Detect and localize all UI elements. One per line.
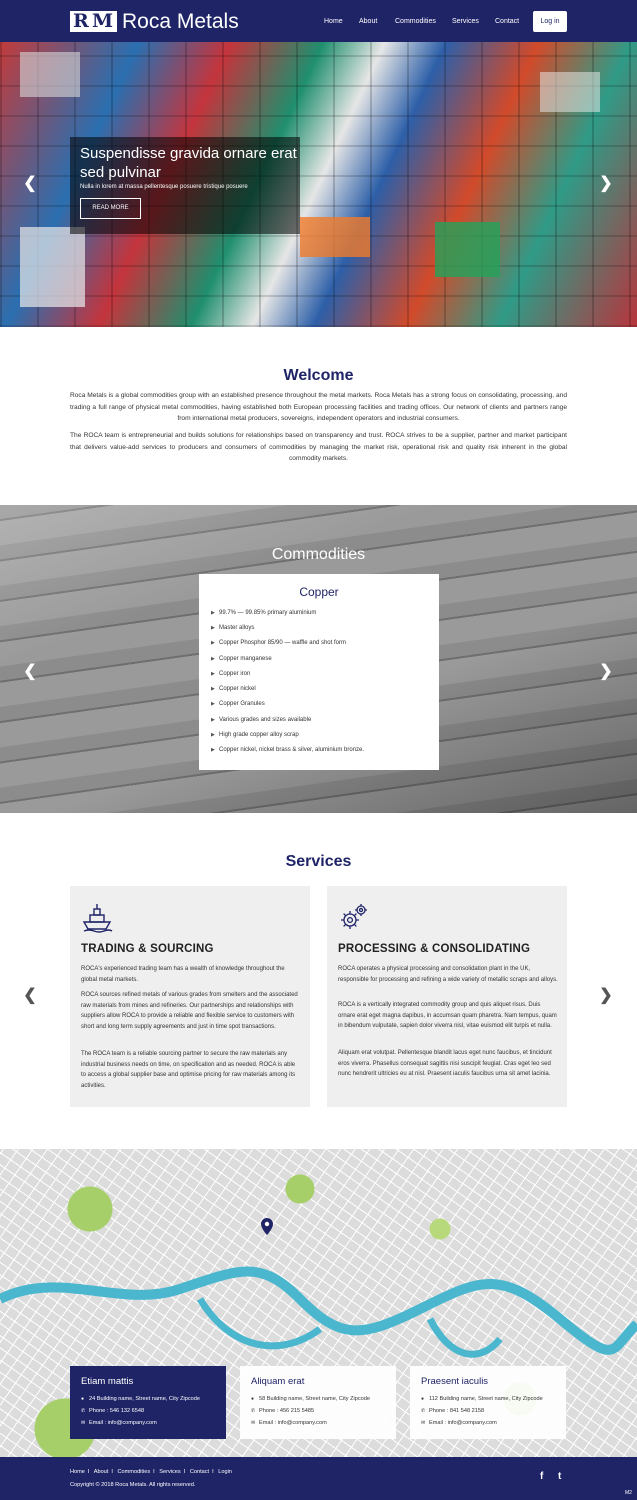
commodity-item: ▶ Copper nickel — [211, 686, 256, 692]
contact-address: ● 112 Building name, Street name, City Zipcode — [421, 1396, 543, 1402]
commodity-item: ▶ Various grades and sizes available — [211, 717, 312, 723]
login-button[interactable]: Log in — [533, 11, 567, 32]
site-footer — [0, 1457, 637, 1500]
footer-link-home[interactable]: Home — [70, 1469, 85, 1475]
bullet-icon: ▶ — [211, 747, 215, 753]
footer-link-commodities[interactable]: Commodities — [117, 1469, 151, 1475]
bullet-icon: ▶ — [211, 686, 215, 692]
contact-phone: ✆ Phone : 546 132 6548 — [81, 1408, 145, 1414]
footer-separator: I — [183, 1469, 186, 1475]
commodity-item: ▶ Copper nickel, nickel brass & silver, aluminium bronze. — [211, 747, 365, 753]
contact-email: ✉ Email : info@company.com — [81, 1420, 157, 1426]
chevron-right-icon[interactable]: ❯ — [599, 663, 613, 680]
service-paragraph: ROCA operates a physical processing and consolidation plant in the UK, responsible for processing and refining a wide variety of metallic scraps and alloys. — [338, 966, 558, 983]
service-paragraph: ROCA sources refined metals of various grades from smelters and the associated raw materials from mines and refineries. Our partnerships and relationships with suppliers allow ROCA to provide a reliable and flexible service to customers with short and long term supply agreements and just in time spot transactions. — [81, 992, 298, 1030]
chevron-right-icon[interactable]: ❯ — [599, 175, 613, 192]
commodities-slider — [0, 505, 637, 813]
contact-name: Praesent iaculis — [421, 1376, 489, 1387]
contact-name: Etiam mattis — [81, 1376, 134, 1387]
footer-link-contact[interactable]: Contact — [189, 1469, 210, 1475]
commodity-item: ▶ Copper iron — [211, 671, 251, 677]
footer-separator: I — [111, 1469, 113, 1475]
phone-icon: ✆ — [81, 1408, 86, 1414]
commodity-card-title: Copper — [299, 585, 339, 599]
location-icon: ● — [251, 1396, 255, 1402]
email-icon: ✉ — [421, 1420, 426, 1426]
welcome-paragraph-1: Roca Metals is a global commodities group with an established presence throughout the metal markets. Roca Metals has a strong focus on consolidating, processing, and trading a full range of physical metal commodities, having established both European processing facilities and trading offices. Our network of clients and partners range from international metal producers, sovereigns, independent operators and industrial consumers. — [70, 392, 567, 422]
logo-letter-r: R — [73, 10, 89, 32]
bullet-icon: ▶ — [211, 671, 215, 677]
footer-link-services[interactable]: Services — [159, 1469, 181, 1475]
bullet-icon: ▶ — [211, 717, 215, 723]
bullet-icon: ▶ — [211, 640, 215, 646]
nav-home[interactable]: Home — [324, 18, 343, 25]
nav-about[interactable]: About — [359, 18, 378, 25]
contact-address: ● 24 Building name, Street name, City Zipcode — [81, 1396, 201, 1402]
email-icon: ✉ — [81, 1420, 86, 1426]
footer-badge: M2 — [625, 1490, 632, 1496]
footer-separator: I — [212, 1469, 214, 1475]
services-title: Services — [285, 853, 352, 870]
commodities-title: Commodities — [271, 546, 366, 563]
commodity-item: ▶ High grade copper alloy scrap — [211, 732, 299, 738]
map-pin-icon[interactable] — [261, 1218, 273, 1235]
ship-icon — [81, 901, 113, 933]
contact-name: Aliquam erat — [251, 1376, 305, 1387]
location-icon: ● — [421, 1396, 425, 1402]
service-heading: PROCESSING & CONSOLIDATING — [338, 943, 531, 955]
service-paragraph: Aliquam erat volutpat. Pellentesque blandit lacus eget nunc faucibus, et tincidunt eros viverra. Phasellus consequat sagittis nisi suscipit feugiat. Cras eget leo sed nunc hendrerit ultricies eu at nisl. Praesent iaculis faucibus urna sit amet lacinia. — [338, 1050, 552, 1077]
contact-phone: ✆ Phone : 841 548 2158 — [421, 1408, 485, 1414]
facebook-icon[interactable]: f — [540, 1471, 544, 1482]
chevron-left-icon[interactable]: ❮ — [23, 987, 37, 1004]
hero-bg-container — [435, 222, 500, 277]
service-card-processing — [327, 886, 567, 1107]
service-card-trading — [70, 886, 310, 1107]
nav-contact[interactable]: Contact — [495, 18, 520, 25]
brand-name: Roca Metals — [122, 10, 239, 33]
service-paragraph: ROCA is a vertically integrated commodity group and quis aliquet risus. Duis ornare erat eget magna dapibus, in accumsan quam pharetra. Nam tempus, quam in bibendum vulputate, sapien dolor viverra nisl, vitae euismod elit turpis et nulla. — [338, 1002, 557, 1029]
contact-address: ● 58 Building name, Street name, City Zipcode — [251, 1396, 371, 1402]
footer-link-about[interactable]: About — [93, 1469, 109, 1475]
footer-separator: I — [153, 1469, 155, 1475]
commodity-item: ▶ Master alloys — [211, 625, 255, 631]
hero-bg-container — [20, 227, 85, 307]
contact-phone: ✆ Phone : 456 215 5485 — [251, 1408, 315, 1414]
bullet-icon: ▶ — [211, 701, 215, 707]
site-header — [0, 0, 637, 42]
phone-icon: ✆ — [421, 1408, 426, 1414]
twitter-icon[interactable]: t — [558, 1471, 562, 1482]
phone-icon: ✆ — [251, 1408, 256, 1414]
service-paragraph: The ROCA team is a reliable sourcing partner to secure the raw materials any industrial business needs on time, on specification and as needed. ROCA is able to access a global supplier base and optimise pricing for raw materials among its activities. — [81, 1051, 296, 1089]
copyright: Copyright © 2018 Roca Metals. All rights reserved. — [70, 1482, 196, 1488]
contact-card-2 — [240, 1366, 396, 1439]
commodity-card — [199, 574, 439, 770]
nav-services[interactable]: Services — [452, 18, 479, 25]
footer-separator: I — [87, 1469, 90, 1475]
footer-link-login[interactable]: Login — [218, 1469, 232, 1475]
logo-letter-m: M — [92, 10, 114, 32]
nav-commodities[interactable]: Commodities — [395, 18, 436, 25]
chevron-left-icon[interactable]: ❮ — [23, 175, 37, 192]
contact-card-3 — [410, 1366, 566, 1439]
bullet-icon: ▶ — [211, 610, 215, 616]
commodity-item: ▶ Copper Granules — [211, 701, 265, 707]
contact-card-1 — [70, 1366, 226, 1439]
location-icon: ● — [81, 1396, 85, 1402]
commodity-item: ▶ 99.7% — 99.85% primary aluminium — [211, 610, 317, 616]
commodity-item: ▶ Copper manganese — [211, 656, 272, 662]
commodity-item: ▶ Copper Phosphor 85/90 — waffle and shot form — [211, 640, 346, 646]
hero-subtitle: Nulla in lorem at massa pellentesque posuere tristique posuere — [80, 184, 248, 190]
hero-title: Suspendisse gravida ornare erat sed pulvinar — [80, 145, 297, 181]
hero-bg-container — [540, 72, 600, 112]
hero-bg-container — [300, 217, 370, 257]
service-paragraph: ROCA's experienced trading team has a wealth of knowledge throughout the global metal markets. — [81, 966, 285, 983]
hero-slider — [0, 42, 637, 327]
footer-links — [70, 1468, 232, 1476]
contact-email: ✉ Email : info@company.com — [421, 1420, 497, 1426]
service-heading: TRADING & SOURCING — [81, 943, 214, 955]
chevron-left-icon[interactable]: ❮ — [23, 663, 37, 680]
read-more-button[interactable]: READ MORE — [80, 198, 141, 219]
gears-icon — [338, 901, 370, 933]
contact-email: ✉ Email : info@company.com — [251, 1420, 327, 1426]
bullet-icon: ▶ — [211, 732, 215, 738]
bullet-icon: ▶ — [211, 625, 215, 631]
welcome-paragraph-2: The ROCA team is entrepreneurial and builds solutions for relationships based on transparency and trust. ROCA strives to be a supplier, partner and market participant that delivers value-add services to producers and consumers of commodities by managing the market risk, operational risk and quality risk inherent in the global commodity markets. — [70, 432, 567, 462]
chevron-right-icon[interactable]: ❯ — [599, 987, 613, 1004]
welcome-title: Welcome — [283, 367, 354, 384]
email-icon: ✉ — [251, 1420, 256, 1426]
bullet-icon: ▶ — [211, 656, 215, 662]
hero-bg-container — [20, 52, 80, 97]
location-map[interactable] — [0, 1149, 637, 1457]
